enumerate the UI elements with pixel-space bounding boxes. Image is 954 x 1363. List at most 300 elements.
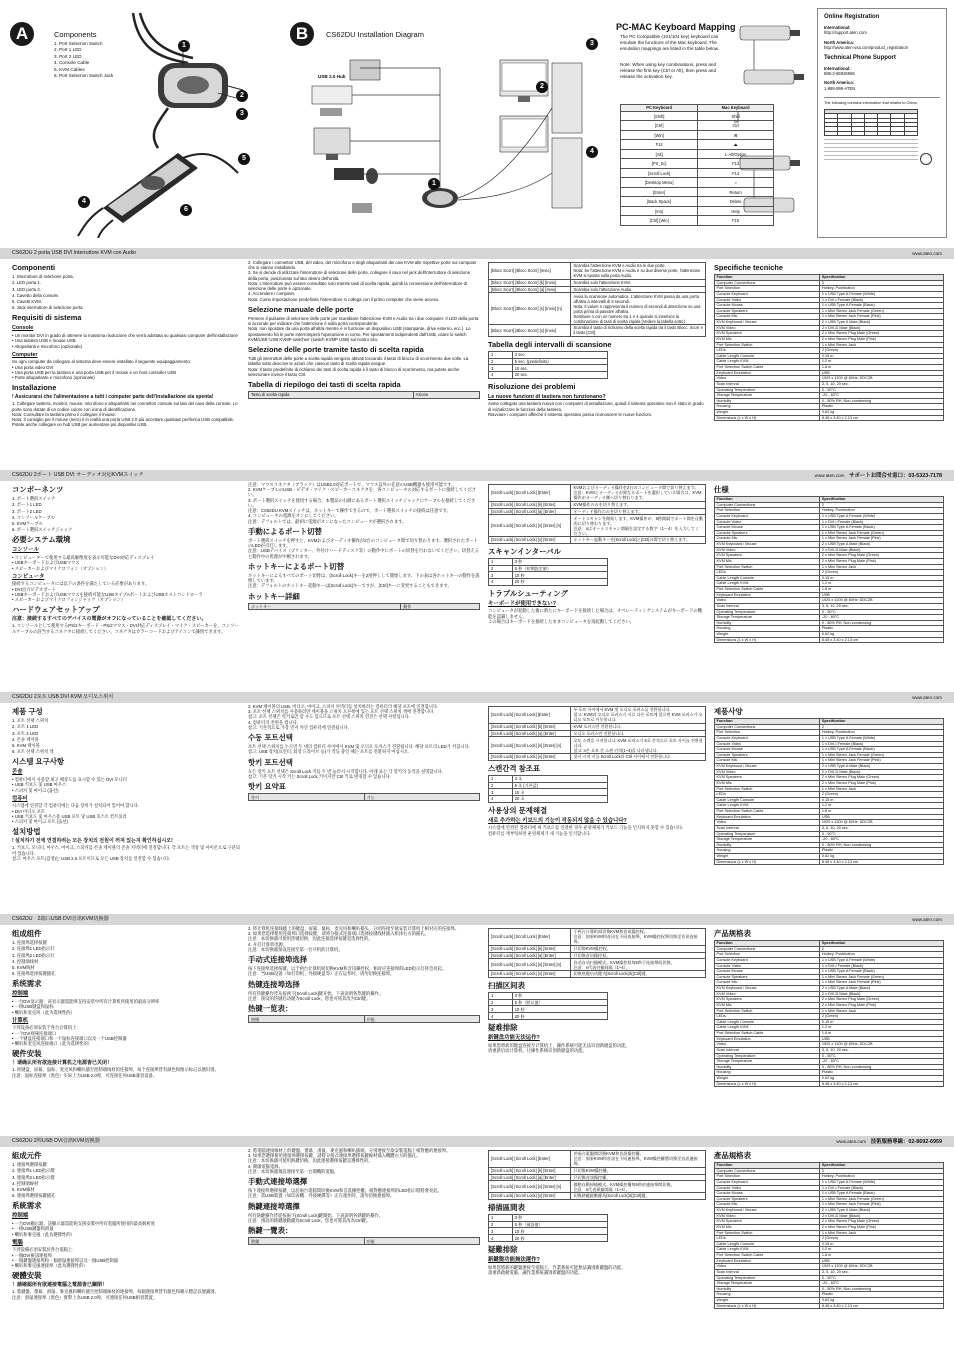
table-row: 1 3 秒	[489, 992, 608, 999]
col-hotkeys	[488, 704, 706, 837]
spec-value: 1 x USB Type A Female (Black)	[820, 303, 944, 309]
spec-value: 2 x Mini Stereo Plug Male (Green)	[820, 775, 944, 781]
components-heading: 제품 구성	[12, 707, 43, 716]
installation-steps: 注意：マウスコネクタ（ブラック）はUSB2.0対応ポートで、マウス以外の任意のUSB機器も使用可能です。 2. KVMケーブルのUSB・ビデオ・マイク・スピーカーコネクタを、各コンピュータの対応するポートに接続してください。 3. ポート選択スイッチを使用する場合、本製品の右側にあるポート選択スイッチジャックにケーブルを接続してください。 注意：CS62DU KVMスイッチは、ホットキーで操作できるので、ポート選択スイッチの接続は任意です。 4. コンピュータの電源をオンにしてください。 注意：デフォルトでは、最初に電源がオンになったコンピュータが選択されます。	[248, 482, 477, 524]
action-cell: 切換熱鍵啟動鍵為[Scroll Lock]或[Ctrl]鍵。	[571, 1193, 706, 1200]
list-item: 4. コンソールケーブル	[12, 514, 55, 520]
spec-value: 1 x Mini Stereo Jack Female (Pink)	[820, 758, 944, 764]
spec-label: KVM Speakers	[715, 553, 820, 559]
spec-label: Console Keyboard	[715, 735, 820, 741]
spec-value: 8.45 x 3.40 x 2.13 cm	[820, 415, 944, 421]
installation-warning: ！請確認所有欲連接電腦之電源皆已關閉！	[12, 1282, 108, 1289]
table-row	[489, 929, 706, 946]
spec-label: Console Mouse	[715, 1191, 820, 1197]
spec-label: KVM Keyboard / Mouse	[715, 542, 820, 548]
spec-value: 2 x DVI-D Male (Black)	[820, 769, 944, 775]
spec-value: Specification	[820, 275, 944, 281]
hotkey-cell: [Scroll Lock] [Scroll Lock] [Enter]	[489, 707, 571, 724]
computer-heading: Computer	[12, 351, 38, 358]
spec-value: 2 x Mini Stereo Plug Male (Pink)	[820, 1002, 944, 1008]
hotkey-col-header: 熱鍵	[249, 1238, 365, 1245]
spec-label: Scan Interval	[715, 1047, 820, 1053]
console-text: • 컴퓨터에서 사용할 최고 해상도를 표시할 수 있는 DVI 모니터 • USB 키보드 및 USB 마우스 • 스피커 및 마이크 (옵션)	[12, 777, 127, 793]
spec-label: Dimensions (L x W x H)	[715, 1081, 820, 1087]
hotkey-selection-text: 모든 핫키 포트 선택은 Scroll Lock 키를 두 번 눌러서 시작합니다. 아래 표는 각 핫키의 동작을 설명합니다. 참고: 기본 핫키 시작 키는 Scroll Lock 키이지만 Ctrl 키로 변경할 수 있습니다.	[248, 768, 443, 779]
spec-table	[714, 496, 944, 643]
spec-label: Port Selection Switch Cable	[715, 365, 820, 371]
action-cell: 오토 스캔을 시작합니다. KVM 포커스가 5초 간격으로 포트 사이를 전환합니다. 참고: n은 포트 간 스캔 간격(1~4)을 나타냅니다.	[571, 737, 706, 754]
spec-value: Specification	[820, 941, 944, 947]
spec-label: Port Selection Switch Cable	[715, 587, 820, 593]
spec-value: Plastic	[820, 404, 944, 410]
table-row: 1 3 秒	[489, 558, 608, 565]
action-col-header: 動作	[401, 603, 480, 610]
spec-value: Plastic	[820, 1070, 944, 1076]
hotkey-summary-heading: Tabella di riepilogo dei tasti di scelta rapida	[248, 380, 401, 390]
table-row: [Win] ⌘	[621, 130, 774, 140]
spec-table	[714, 718, 944, 865]
spec-value: 1 x Mini Stereo Jack Female (Green)	[820, 530, 944, 536]
hotkey-cell: [Scroll Lock] [Scroll Lock] [x] [Enter]	[489, 536, 571, 543]
spec-label: Operating Temperature	[715, 609, 820, 615]
spec-heading: 仕様	[714, 485, 729, 494]
list-item: 4. Cavetto della console.	[12, 292, 60, 298]
spec-value: 2 x USB Type A Male (Black)	[820, 320, 944, 326]
hotkey-selection-heading: 熱鍵連接埠選擇	[248, 1201, 300, 1211]
scan-interval-table	[488, 1214, 608, 1242]
spec-label: Port Selection Switch Cable	[715, 1253, 820, 1259]
table-row: F12 ⏏	[621, 140, 774, 150]
hotkey-cell: [Scroll Lock] [Scroll Lock] [a] [Enter]	[489, 508, 571, 515]
section-title: CS62DU 2埠USB DVI音訊KVM切換器	[12, 1138, 100, 1144]
callout-b-1: 1	[428, 178, 440, 190]
panel-b-badge: B	[290, 22, 314, 46]
console-text: • 一台DVI顯示器，該顯示器需能夠支援安裝中所有電腦所使用的最高解析度 • 一組USB鍵盤和滑鼠 • 喇叭和麥克風（此為選擇性的）	[12, 1221, 156, 1237]
spec-label: Cable Length KVM	[715, 1025, 820, 1031]
table-row	[489, 1181, 706, 1193]
spec-value: 0.62 kg	[820, 632, 944, 638]
list-item: 5. Cavetti KVM.	[12, 298, 42, 304]
spec-value: 0.62 kg	[820, 410, 944, 416]
phone-support-title: Technical Phone Support	[824, 54, 896, 61]
spec-label: Cable Length Console	[715, 575, 820, 581]
hotkey-summary-heading: 热键一览表：	[248, 1004, 293, 1014]
spec-value: 8.45 x 3.40 x 2.13 cm	[820, 637, 944, 643]
hotkey-cell: [Scroll Lock] [Scroll Lock] [k] [Enter]	[489, 1167, 571, 1174]
spec-label: Operating Temperature	[715, 387, 820, 393]
spec-value: 2 x USB Type A Male (Black)	[820, 1208, 944, 1214]
list-item: 6. Jack interruttore di selezione porta.	[12, 305, 84, 311]
list-item: 6. 連接埠選擇按鍵插孔	[12, 1193, 56, 1199]
hotkey-table-head	[248, 1015, 480, 1023]
spec-value: 1.2 m	[820, 803, 944, 809]
list-item: 5. KVMケーブル	[12, 520, 43, 526]
installation-warning: ! Assicurarsi che l'alimentazione a tutti i computer parte dell'installazione sia spenta!	[12, 394, 214, 401]
list-item: 3. LED porta 2.	[12, 286, 41, 292]
manual-selection-heading: Selezione manuale delle porte	[248, 304, 354, 314]
installation-steps: 2. 将计算机连接线缆上的键盘、屏幕、鼠标、麦克风和喇叭插头，分别连接至欲安装计算机上相对应的连接埠。 3. 如果您选择使用连接埠口选择按键，请将分接式连接端口选择按键线材插入机体右方的插孔。 注意：本切换器可使用热键切换，因此连接选择按键是选择性的。 4. 开启计算机电源。 注意：本切换器预设连接至第一台开机的计算机。	[248, 926, 460, 952]
spec-value: 3, 5, 10, 20 sec.	[820, 1269, 944, 1275]
hotkey-table-head	[248, 391, 480, 399]
spec-label: KVM Video	[715, 547, 820, 553]
intl-label: International:	[824, 25, 851, 31]
manual-selection-text: 按下连接埠选择按键，以于两台计算机间切换KVM和音讯操控权。相对应连接埠的LED指示灯将会亮起。 注意：当USB设备（如打印机、外接硬盘等）正在运作时，请勿切换连接埠。	[248, 966, 447, 977]
spec-label: KVM Speakers	[715, 775, 820, 781]
website-link[interactable]: www.aten.com	[912, 917, 942, 922]
list-item: 1. 连接埠选择按键	[12, 940, 47, 946]
spec-value: 1 x Mini Stereo Jack Female (Pink)	[820, 980, 944, 986]
spec-value: 1920 x 1200 @ 60Hz; DDC2B	[820, 598, 944, 604]
spec-value: Hotkey, Pushbutton	[820, 730, 944, 736]
spec-value: 2 (Green)	[820, 1236, 944, 1242]
top-diagrams	[0, 0, 954, 246]
spec-value: 0.15 m	[820, 575, 944, 581]
spec-value: 1.2 m	[820, 581, 944, 587]
spec-label: Humidity	[715, 620, 820, 626]
console-heading: Console	[12, 325, 34, 332]
spec-value: 2 x DVI-D Male (Black)	[820, 1213, 944, 1219]
spec-label: Cable Length Console	[715, 797, 820, 803]
computer-heading: コンピュータ	[12, 573, 45, 580]
spec-label: Console Mouse	[715, 303, 820, 309]
list-item: 1. 連接埠選擇按鍵	[12, 1162, 47, 1168]
hotkey-selection-text: 所有熱鍵操作皆從按兩下[Scroll Lock]鍵開始。下表說明各熱鍵的操作。 注意：預設的熱鍵啟動鍵為Scroll Lock，您也可將其改為Ctrl鍵。	[248, 1212, 384, 1223]
spec-value: 2 x USB Type A Male (Black)	[820, 764, 944, 770]
environment-logo-icon	[920, 153, 932, 165]
section-title: CS62DU 2端口USB DVI音讯KVM切换器	[12, 916, 109, 922]
action-cell: オーディオ操作のみを切り替えます。	[571, 508, 706, 515]
action-cell: Scambia solo l'attenzione Audio.	[571, 286, 706, 293]
hotkey-summary-heading: 핫키 요약표	[248, 782, 286, 792]
spec-value: 2 x Mini Stereo Plug Male (Pink)	[820, 1224, 944, 1230]
spec-label: Cable Length Console	[715, 1019, 820, 1025]
website-link[interactable]: www.aten.com	[836, 1139, 867, 1144]
callout-b-3: 3	[586, 38, 598, 50]
installation-warning: 注意：接続するすべてのデバイスの電源がオフになっていることを確認してください。	[12, 616, 207, 623]
hotkey-cell: [Scroll Lock] [Scroll Lock] [s] [Enter] [n]	[489, 959, 571, 971]
spec-value: Plastic	[820, 848, 944, 854]
list-item: 6. ポート選択スイッチジャック	[12, 527, 73, 533]
spec-value: 8.45 x 3.40 x 2.13 cm	[820, 1081, 944, 1087]
spec-label: KVM Mic	[715, 336, 820, 342]
troubleshooting-answer: Avete collegato una tastiera nuova con i computer di installazione, quindi il sistema operativo non è stato in grado di inizializzare le funzioni della tastiera. Riavviare i computer affinché il sistema operativo possa riconoscere le nuove funzioni.	[488, 401, 704, 417]
spec-value: 1 x DVI-I Female (Black)	[820, 963, 944, 969]
table-row: [Enter] Return	[621, 187, 774, 197]
mac-col-header: Mac Keyboard	[698, 105, 774, 112]
action-col-header: 功能	[364, 1238, 480, 1245]
table-row	[489, 286, 706, 293]
col-installation	[248, 1148, 480, 1245]
spec-value: -20 - 60°C	[820, 615, 944, 621]
components-heading: Componenti	[12, 263, 56, 272]
spec-label: Port Selection Switch	[715, 342, 820, 348]
spec-value: 1 x Mini Stereo Jack	[820, 564, 944, 570]
callout-1: 1	[178, 40, 190, 52]
spec-label: KVM Video	[715, 769, 820, 775]
hotkey-table	[488, 262, 706, 337]
spec-value: 0 - 50°C	[820, 1053, 944, 1059]
spec-label: Port Selection Switch	[715, 564, 820, 570]
spec-label: Cable Length Console	[715, 353, 820, 359]
col-specs	[714, 482, 944, 643]
table-row	[489, 952, 706, 959]
console-heading: 콘솔	[12, 769, 23, 776]
table-row: 1 3 秒	[489, 1214, 608, 1221]
col-installation	[248, 704, 480, 801]
section-tchinese	[0, 1148, 954, 1362]
spec-value: 1920 x 1200 @ 60Hz; DDC2B	[820, 376, 944, 382]
spec-label: KVM Keyboard / Mouse	[715, 1208, 820, 1214]
spec-value: 1.8 m	[820, 1253, 944, 1259]
action-cell: 두 포트 사이에서 KVM 및 오디오 포커스를 전환합니다. 참고: KVM과 오디오 포커스가 서로 다른 포트에 있으면 KVM 포커스가 오디오 포트로 이동합니다.	[571, 707, 706, 724]
hotkey-col-header: 热键	[249, 1016, 365, 1023]
spec-value: 2	[820, 724, 944, 730]
spec-value: 1 x Mini Stereo Jack Female (Green)	[820, 974, 944, 980]
console-text: • コンピューターで使用する最高解像度を表示可能なDVI対応ディスプレイ • USBキーボードおよびUSBマウス • スピーカーおよびマイクロフォン（オプション）	[12, 555, 155, 571]
spec-value: Hotkey, Pushbutton	[820, 508, 944, 514]
table-row	[489, 501, 706, 508]
hotkey-selection-text: Tutti gli interruttori delle porte a scelta rapida vengono attivati toccando il tasto di blocco di scorrimento due volte. La tabella sotto descrive le azioni che ciascun tasto di scelta rapida esegue. Nota: Il tasto predefinito di richiamo dei tasti di scelta rapida è il tasto di blocco di scorrimento, ma potete anche selezionare invece il tasto Ctrl.	[248, 356, 469, 377]
troubleshooting-heading: 疑难排除	[488, 1022, 518, 1032]
spec-label: Function	[715, 719, 820, 725]
action-cell: Scambia l'attenzione KVM e Audio tra le due porte. Nota: Se l'attenzione KVM e Audio è su due diverse porte, l'attenzione KVM si sposta sulla porta Audio.	[571, 263, 706, 280]
spec-label: Video	[715, 598, 820, 604]
spec-label: Console Speakers	[715, 974, 820, 980]
table-row	[489, 1151, 706, 1168]
table-row	[489, 723, 706, 730]
action-cell: KVMおよびオーディオ操作を2台のコンピュータ間で切り替えます。 注意：KVMとオーディオが異なるポートを選択している場合は、KVM操作がオーディオ側へ切り替わります。	[571, 485, 706, 502]
spec-label: Console Video	[715, 963, 820, 969]
spec-value: 0.15 m	[820, 1241, 944, 1247]
na-phone: 1-888-999-ATEN	[824, 85, 856, 91]
spec-label: Humidity	[715, 398, 820, 404]
spec-value: USB	[820, 592, 944, 598]
spec-value: 0.62 kg	[820, 1298, 944, 1304]
action-cell: KVM操作のみを切り替えます。	[571, 501, 706, 508]
components-title: Components	[54, 30, 97, 39]
hotkey-selection-heading: 핫키 포트선택	[248, 757, 293, 767]
na-label: North America:	[824, 39, 855, 45]
list-item: 3. ポート2 LED	[12, 508, 42, 514]
spec-value: 2	[820, 280, 944, 286]
spec-label: Function	[715, 941, 820, 947]
table-row: 4 20 초	[489, 796, 608, 803]
table-row: 3 10 sec.	[489, 365, 608, 372]
installation-text: 1. 将键盘、屏幕、鼠标、麦克风和喇叭插至控制端线材的连接埠，每个连接埠皆有颜色和图示标记以便识别。 注意：鼠标连接埠（黑色）实际上为USB 2.0埠，可连接任何USB兼容设备。	[12, 1067, 219, 1078]
spec-label: Scan Interval	[715, 825, 820, 831]
spec-value: 1920 x 1200 @ 60Hz; DDC2B	[820, 820, 944, 826]
scan-interval-table	[488, 775, 608, 803]
spec-value: 1.8 m	[820, 809, 944, 815]
scan-interval-heading: 스캔간격 참조표	[488, 763, 541, 773]
section-italian	[0, 260, 954, 469]
table-row	[489, 730, 706, 737]
spec-label: Console Mouse	[715, 525, 820, 531]
intl-url[interactable]: http://support.aten.com	[824, 30, 867, 36]
spec-value: 1.8 m	[820, 1031, 944, 1037]
list-item: 2. LED porta 1.	[12, 280, 41, 286]
section-banner-right	[912, 692, 942, 703]
troubleshooting-heading: 疑難排除	[488, 1244, 518, 1254]
scan-interval-heading: 掃描區間表	[488, 1202, 525, 1212]
section-title: CS62DU 2포트 USB DVI KVM 오디오스위치	[12, 694, 114, 700]
website-link[interactable]: www.aten.com	[912, 695, 942, 700]
hotkey-table	[488, 1150, 706, 1200]
spec-value: 1 x USB Type A Female (White)	[820, 291, 944, 297]
installation-warning: ! 설치하기 전에 연결하려는 모든 장치의 전원이 꺼져 있는지 확인하십시오!	[12, 838, 173, 845]
installation-text: 1. コンソールとして使用するPS/2キーボード・PS/2マウス・DVI対応ディスプレイ・マイク・スピーカーを、コンソールケーブルの該当するコネクタに接続してください。コネクタはカラーコードおよびアイコンで識別できます。	[12, 623, 239, 634]
col-hotkeys	[488, 1148, 706, 1276]
hotkey-table-head	[248, 603, 480, 611]
console-heading: 控制端	[12, 1213, 29, 1220]
usb-hub-label: USB 2.0 Hub	[318, 74, 346, 79]
spec-value: 0.15 m	[820, 1019, 944, 1025]
table-row	[489, 959, 706, 971]
computer-heading: 컴퓨터	[12, 795, 28, 802]
spec-label: Weight	[715, 854, 820, 860]
callout-b-2: 2	[536, 81, 548, 93]
spec-value: Hotkey, Pushbutton	[820, 286, 944, 292]
spec-value: 2 x Mini Stereo Plug Male (Green)	[820, 997, 944, 1003]
component-item: 2. Port 1 LED	[54, 47, 82, 53]
col-installation	[248, 260, 480, 399]
hotkey-cell: [Scroll Lock] [Scroll Lock] [a] [Enter]	[489, 730, 571, 737]
spec-value: Plastic	[820, 1292, 944, 1298]
spec-label: Console Video	[715, 741, 820, 747]
installation-text: 1. Collegare tastiera, monitor, mouse, microfono e altoparlanti nei connettori console sul lato del cavo della console. Le porte sono dotate di un codice colore con icona di identificazione. Nota: Consultare la tastiera primo il collegare il mouse. Nota: Il consiglio per il mouse (nero) è in realtà una porta USB 2.0 più accettare qualsiasi periferica USB compatibile. Potete anche collegare un hub USB per aumentare più dispositivi USB.	[12, 401, 238, 428]
spec-value: 1.2 m	[820, 1247, 944, 1253]
component-item: 5. KVM Cables	[54, 66, 85, 72]
spec-label: Console Mic	[715, 758, 820, 764]
spec-value: 1 x Mini Stereo Jack Female (Green)	[820, 1196, 944, 1202]
hotkey-col-header: ホットキー	[249, 603, 401, 610]
table-row	[489, 263, 706, 280]
spec-label: Console Speakers	[715, 1196, 820, 1202]
col-hotkeys	[488, 260, 706, 418]
spec-value: 2 x DVI-D Male (Black)	[820, 547, 944, 553]
spec-heading: Specifiche tecniche	[714, 263, 784, 272]
hotkey-summary-heading: 熱鍵一覽表：	[248, 1226, 293, 1236]
spec-value: 1 x USB Type A Female (White)	[820, 735, 944, 741]
spec-label: Port Selection	[715, 508, 820, 514]
list-item: 4. 콘솔 케이블	[12, 736, 39, 742]
table-row	[489, 754, 706, 761]
spec-value: 8.45 x 3.40 x 2.13 cm	[820, 1303, 944, 1309]
table-row	[489, 1193, 706, 1200]
list-item: 2. 連接埠1 LED指示燈	[12, 1168, 55, 1174]
table-row	[715, 415, 944, 421]
spec-label: KVM Video	[715, 325, 820, 331]
table-row: [Ctrl] Ctrl	[621, 121, 774, 131]
na-url[interactable]: http://www.aten-usa.com/product_registration	[824, 44, 909, 50]
table-row	[715, 859, 944, 865]
spec-value: 1 x USB Type A Female (White)	[820, 1179, 944, 1185]
table-row: [Desktop Menu] =	[621, 178, 774, 188]
spec-label: Housing	[715, 1070, 820, 1076]
website-link[interactable]: www.aten.com	[912, 251, 942, 256]
spec-label: Cable Length KVM	[715, 803, 820, 809]
computer-text: 下列设备必须安装于各台计算机上： • 一个DVI视频连接端口 • 一个键盘连接端口和一个鼠标连接端口以及一个USB控制器 • 喇叭和麦克风连接端口（此为选择性的）	[12, 1025, 127, 1047]
spec-label: Keyboard Emulation	[715, 1258, 820, 1264]
manual-selection-text: 按下連接埠選擇按鍵，以於兩台電腦間切換KVM和音訊操控權。相對應連接埠的LED指示燈將會亮起。 注意：當USB裝置（如印表機、外接硬碟等）正在運作時，請勿切換連接埠。	[248, 1188, 442, 1199]
list-item: 2. ポート1 LED	[12, 502, 42, 508]
computer-heading: 電腦	[12, 1239, 23, 1246]
requirements-heading: 시스템 요구사항	[12, 757, 65, 767]
pc-mac-intro: The PC Compatible (101/104 key) keyboard can emulate the functions of the Mac keyboard. The emulation mappings are listed in the table below.	[620, 34, 720, 51]
table-row	[489, 536, 706, 543]
action-col-header: 기능	[364, 794, 480, 801]
action-cell: 切换热键启动键为[Scroll Lock]或[Ctrl]键。	[571, 971, 706, 978]
spec-value: 0.15 m	[820, 353, 944, 359]
installation-steps: 2. KVM 케이블의 USB, 비디오, 마이크, 스피커 커넥터를 설치하려는 컴퓨터의 해당 포트에 연결합니다. 3. 포트 선택 스위치를 사용하려면 케이블을 스위치 오른쪽에 있는 포트 선택 스위치 잭에 연결합니다. 참고: 포트 선택은 핫키로만 할 수도 있으므로 포트 선택 스위치 연결은 선택 사항입니다. 4. 컴퓨터의 전원을 켭니다. 참고: 기본적으로 가장 먼저 켜진 컴퓨터에 연결됩니다.	[248, 704, 439, 730]
hotkey-cell: [Blocc Scorr] [Blocc Scorr] [s] [Invio] [n]	[489, 293, 571, 325]
hotkey-selection-heading: ホットキーによるポート切替	[248, 561, 345, 571]
spec-value: 2	[820, 502, 944, 508]
col-specs	[714, 260, 944, 421]
spec-label: Console Speakers	[715, 308, 820, 314]
requirements-heading: 系统需求	[12, 979, 42, 989]
component-item: 4. Console Cable	[54, 60, 90, 66]
table-row: 1 3 초	[489, 775, 608, 782]
kvm-switch-illustration	[8, 8, 270, 238]
computer-text: 接続するコンピュータには以下の条件を満たしている必要があります。 • DVI出力ビデオポート • USBキーボードおよびUSBマウスを接続可能なUSBタイプAポートおよびUSBホストコントローラ • スピーカーおよびマイクロフォンジャック（オプション）	[12, 581, 203, 603]
spec-label: Computer Connections	[715, 1168, 820, 1174]
spec-label: Video	[715, 820, 820, 826]
spec-label: Cable Length KVM	[715, 1247, 820, 1253]
spec-label: Cable Length KVM	[715, 581, 820, 587]
spec-value: 2	[820, 1168, 944, 1174]
hotkey-table	[488, 484, 706, 544]
hotkey-cell: [Scroll Lock] [Scroll Lock] [Enter]	[489, 485, 571, 502]
callout-6: 6	[180, 204, 192, 216]
pc-mac-title: PC-MAC Keyboard Mapping	[616, 22, 736, 32]
hotkey-cell: [Scroll Lock] [Scroll Lock] [a] [Enter]	[489, 1174, 571, 1181]
spec-label: KVM Mic	[715, 558, 820, 564]
callout-5: 5	[238, 153, 250, 165]
hotkey-table-head	[248, 793, 480, 801]
table-row	[489, 945, 706, 952]
spec-value: 1.2 m	[820, 1025, 944, 1031]
spec-value: USB	[820, 370, 944, 376]
spec-value: 0.62 kg	[820, 1076, 944, 1082]
hotkey-cell: [Scroll Lock] [Scroll Lock] [k] [Enter]	[489, 945, 571, 952]
spec-label: Weight	[715, 410, 820, 416]
spec-value: 1 x USB Type A Female (Black)	[820, 747, 944, 753]
spec-value: 2 x Mini Stereo Plug Male (Green)	[820, 331, 944, 337]
website-link[interactable]: www.aten.com	[814, 473, 845, 478]
spec-value: 1 x DVI-I Female (Black)	[820, 297, 944, 303]
components-heading: 组成组件	[12, 929, 42, 938]
spec-label: Console Keyboard	[715, 1179, 820, 1185]
action-cell: 只切換KVM操控權。	[571, 1167, 706, 1174]
troubleshooting-answer: 如果您将新的键盘连接至计算机上，操作系统可能无法识别新键盘的功能。 请重新启动计算机，让操作系统识别新键盘的功能。	[488, 1042, 630, 1053]
list-item: 3. 连接埠2 LED指示灯	[12, 952, 55, 958]
list-item: 1. ポート選択スイッチ	[12, 496, 56, 502]
section-banner	[0, 692, 954, 703]
table-row: 2 5 sec. (predefinito)	[489, 358, 608, 365]
spec-label: Video	[715, 376, 820, 382]
spec-value: 2	[820, 946, 944, 952]
spec-label: Port Selection	[715, 1174, 820, 1180]
spec-label: Console Speakers	[715, 530, 820, 536]
spec-value: 1 x Mini Stereo Jack Female (Pink)	[820, 536, 944, 542]
spec-value: 2 (Green)	[820, 1014, 944, 1020]
components-heading: 組成元件	[12, 1151, 42, 1160]
spec-value: 1 x USB Type A Female (Black)	[820, 1191, 944, 1197]
spec-label: Console Keyboard	[715, 513, 820, 519]
spec-value: 2 x DVI-D Male (Black)	[820, 991, 944, 997]
table-row: [Prt_Sc] F13	[621, 159, 774, 169]
